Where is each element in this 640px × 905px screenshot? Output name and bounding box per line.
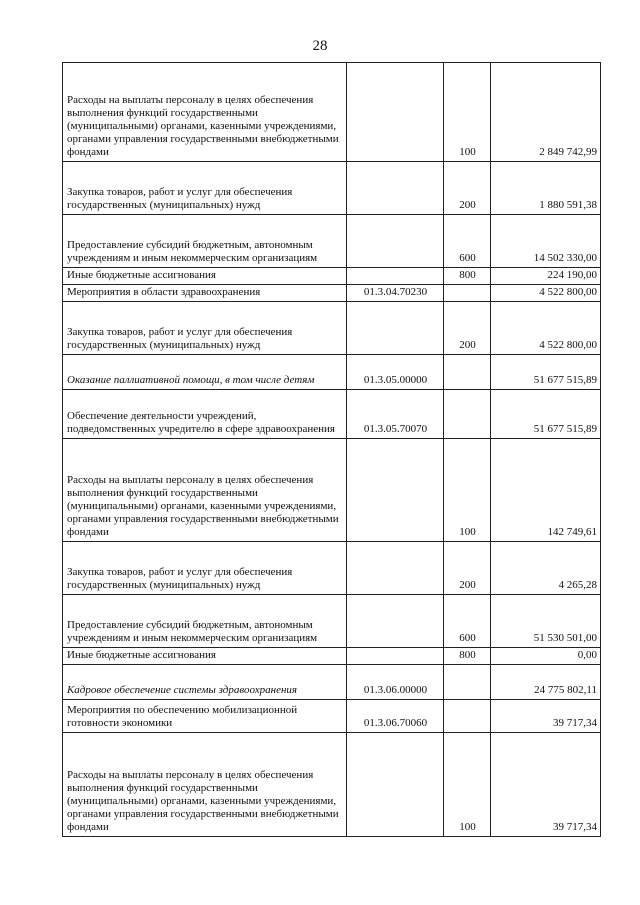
row-code-cell [347, 162, 444, 215]
row-code-cell [347, 439, 444, 542]
row-sum-cell: 39 717,34 [491, 733, 601, 837]
row-name-cell: Расходы на выплаты персоналу в целях обеспечения выполнения функций государственными (муниципальными) органами, казенными учреждениями, органами управления государственными внебюджетными фондами [63, 439, 347, 542]
table-row [63, 542, 601, 595]
table-row [63, 733, 601, 837]
row-sum-cell: 39 717,34 [491, 700, 601, 733]
row-name-cell: Мероприятия в области здравоохранения [63, 285, 347, 302]
row-sum-cell: 4 265,28 [491, 542, 601, 595]
row-sum-cell: 1 880 591,38 [491, 162, 601, 215]
row-expense-type-cell: 100 [444, 439, 491, 542]
row-expense-type-cell: 200 [444, 302, 491, 355]
row-name-cell: Расходы на выплаты персоналу в целях обеспечения выполнения функций государственными (муниципальными) органами, казенными учреждениями, органами управления государственными внебюджетными фондами [63, 733, 347, 837]
row-sum-cell: 51 677 515,89 [491, 390, 601, 439]
row-code-cell: 01.3.05.70070 [347, 390, 444, 439]
row-code-cell: 01.3.06.70060 [347, 700, 444, 733]
row-sum-cell: 24 775 802,11 [491, 665, 601, 700]
row-sum-cell: 51 677 515,89 [491, 355, 601, 390]
table-row [63, 648, 601, 665]
row-expense-type-cell: 100 [444, 733, 491, 837]
table-row [63, 302, 601, 355]
row-code-cell [347, 648, 444, 665]
row-name-cell: Закупка товаров, работ и услуг для обеспечения государственных (муниципальных) нужд [63, 542, 347, 595]
row-expense-type-cell: 200 [444, 542, 491, 595]
table-row [63, 700, 601, 733]
table-row [63, 162, 601, 215]
row-name-cell: Закупка товаров, работ и услуг для обеспечения государственных (муниципальных) нужд [63, 302, 347, 355]
row-sum-cell: 51 530 501,00 [491, 595, 601, 648]
budget-table [62, 62, 601, 837]
row-sum-cell: 0,00 [491, 648, 601, 665]
row-expense-type-cell: 200 [444, 162, 491, 215]
row-expense-type-cell: 100 [444, 63, 491, 162]
row-name-cell: Кадровое обеспечение системы здравоохранения [63, 665, 347, 700]
row-name-cell: Расходы на выплаты персоналу в целях обеспечения выполнения функций государственными (муниципальными) органами, казенными учреждениями, органами управления государственными внебюджетными фондами [63, 63, 347, 162]
table-row [63, 355, 601, 390]
row-name-cell: Закупка товаров, работ и услуг для обеспечения государственных (муниципальных) нужд [63, 162, 347, 215]
row-code-cell [347, 268, 444, 285]
row-name-cell: Оказание паллиативной помощи, в том числе детям [63, 355, 347, 390]
row-name-cell: Иные бюджетные ассигнования [63, 268, 347, 285]
row-expense-type-cell [444, 390, 491, 439]
row-expense-type-cell [444, 700, 491, 733]
row-code-cell [347, 733, 444, 837]
row-expense-type-cell [444, 665, 491, 700]
row-code-cell: 01.3.04.70230 [347, 285, 444, 302]
row-sum-cell: 4 522 800,00 [491, 285, 601, 302]
row-code-cell [347, 595, 444, 648]
table-row [63, 390, 601, 439]
row-code-cell [347, 302, 444, 355]
row-expense-type-cell: 600 [444, 595, 491, 648]
table-row [63, 439, 601, 542]
row-code-cell [347, 542, 444, 595]
row-code-cell [347, 63, 444, 162]
row-expense-type-cell: 800 [444, 268, 491, 285]
table-row [63, 595, 601, 648]
row-name-cell: Предоставление субсидий бюджетным, автономным учреждениям и иным некоммерческим организациям [63, 215, 347, 268]
row-name-cell: Мероприятия по обеспечению мобилизационной готовности экономики [63, 700, 347, 733]
row-name-cell: Предоставление субсидий бюджетным, автономным учреждениям и иным некоммерческим организациям [63, 595, 347, 648]
row-sum-cell: 14 502 330,00 [491, 215, 601, 268]
row-sum-cell: 142 749,61 [491, 439, 601, 542]
table-row [63, 285, 601, 302]
page-number: 28 [312, 38, 328, 54]
row-code-cell [347, 215, 444, 268]
row-expense-type-cell [444, 355, 491, 390]
row-code-cell: 01.3.06.00000 [347, 665, 444, 700]
table-row [63, 215, 601, 268]
row-sum-cell: 2 849 742,99 [491, 63, 601, 162]
row-expense-type-cell: 600 [444, 215, 491, 268]
row-code-cell: 01.3.05.00000 [347, 355, 444, 390]
row-expense-type-cell: 800 [444, 648, 491, 665]
table-row [63, 268, 601, 285]
row-expense-type-cell [444, 285, 491, 302]
budget-table-body [63, 63, 601, 837]
row-sum-cell: 4 522 800,00 [491, 302, 601, 355]
row-name-cell: Обеспечение деятельности учреждений, подведомственных учредителю в сфере здравоохранения [63, 390, 347, 439]
row-name-cell: Иные бюджетные ассигнования [63, 648, 347, 665]
row-sum-cell: 224 190,00 [491, 268, 601, 285]
table-row [63, 63, 601, 162]
table-row [63, 665, 601, 700]
